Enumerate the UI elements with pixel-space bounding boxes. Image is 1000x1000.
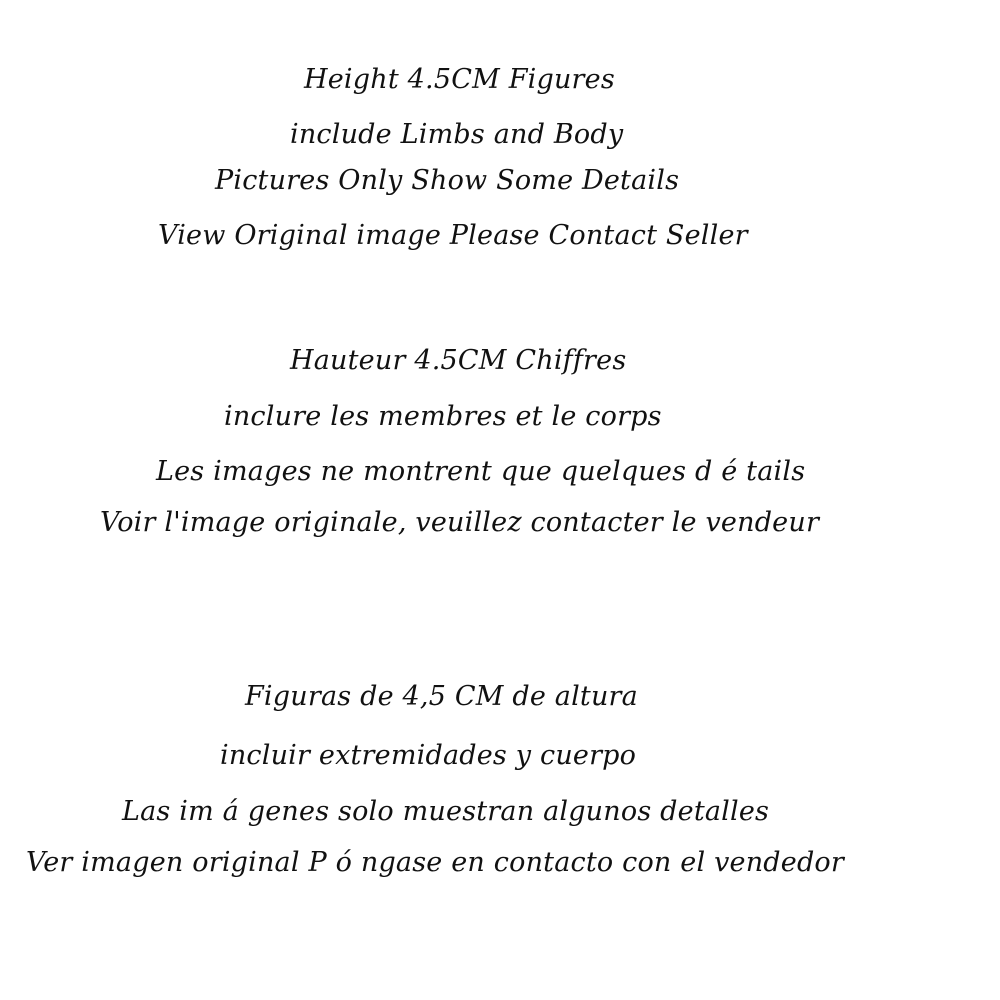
spanish-details-line: Las im á genes solo muestran algunos detalles xyxy=(122,796,770,827)
french-height-line: Hauteur 4.5CM Chiffres xyxy=(290,345,627,376)
french-details-line: Les images ne montrent que quelques d é tails xyxy=(156,456,806,487)
french-includes-line: inclure les membres et le corps xyxy=(224,401,662,432)
french-contact-line: Voir l'image originale, veuillez contacter le vendeur xyxy=(100,507,820,538)
english-details-line: Pictures Only Show Some Details xyxy=(215,165,680,196)
spanish-includes-line: incluir extremidades y cuerpo xyxy=(220,740,637,771)
english-height-line: Height 4.5CM Figures xyxy=(304,64,615,95)
english-contact-line: View Original image Please Contact Seller xyxy=(158,220,748,251)
spanish-contact-line: Ver imagen original P ó ngase en contacto con el vendedor xyxy=(26,847,844,878)
spanish-height-line: Figuras de 4,5 CM de altura xyxy=(245,681,638,712)
english-includes-line: include Limbs and Body xyxy=(290,119,624,150)
